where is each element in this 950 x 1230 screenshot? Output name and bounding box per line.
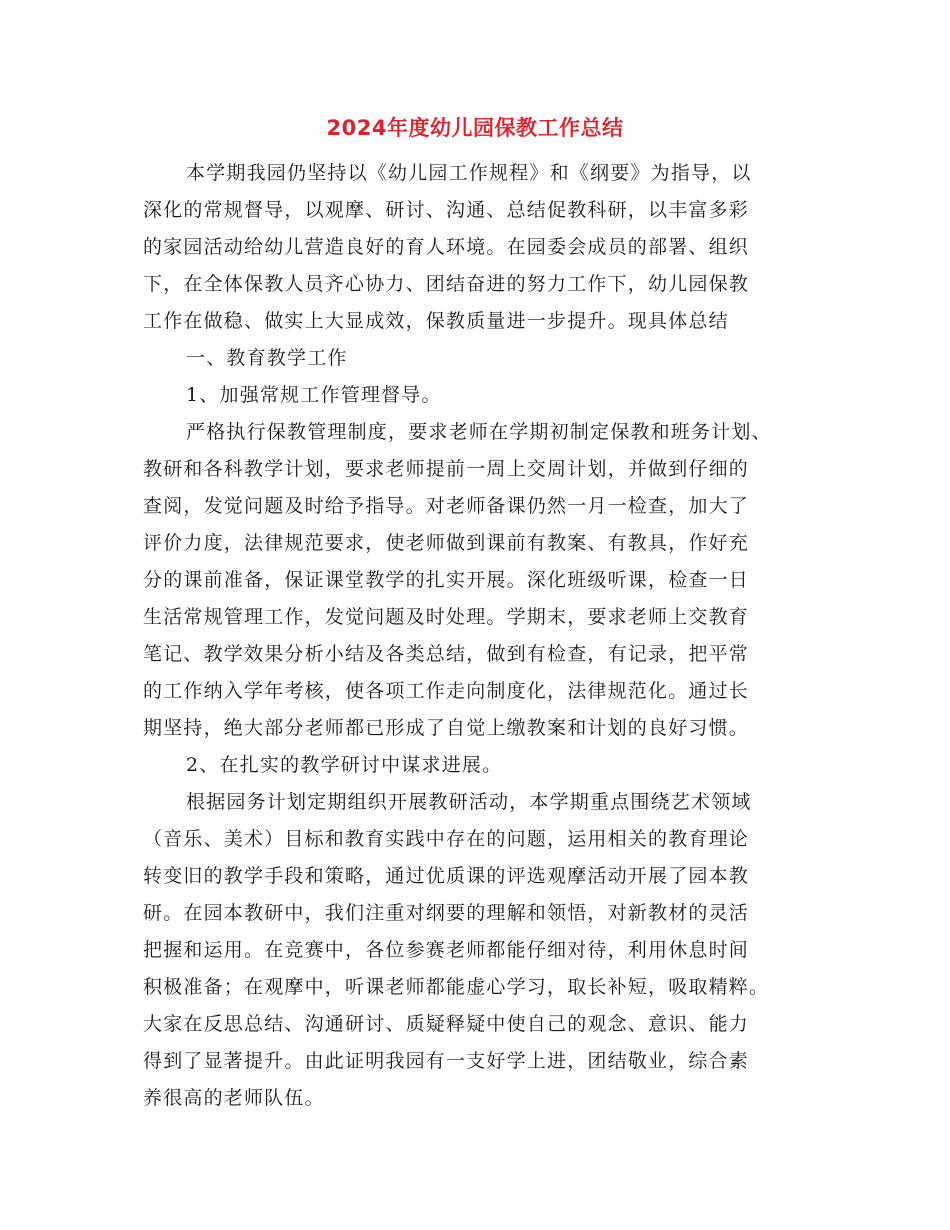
paragraph-line: 分的课前准备，保证课堂教学的扎实开展。深化班级听课，检查一日 <box>143 569 750 591</box>
paragraph-line: 生活常规管理工作，发觉问题及时处理。学期末，要求老师上交教育 <box>143 606 750 628</box>
paragraph-line: （音乐、美术）目标和教育实践中存在的问题，运用相关的教育理论 <box>143 828 750 850</box>
paragraph-line: 的工作纳入学年考核，使各项工作走向制度化，法律规范化。通过长 <box>143 680 750 702</box>
paragraph-line: 积极准备；在观摩中，听课老师都能虚心学习，取长补短，吸取精粹。 <box>143 976 770 998</box>
paragraph-line: 养很高的老师队伍。 <box>143 1087 325 1109</box>
paragraph-line: 期坚持，绝大部分老师都已形成了自觉上缴教案和计划的良好习惯。 <box>143 717 750 739</box>
paragraph-line: 下，在全体保教人员齐心协力、团结奋进的努力工作下，幼儿园保教 <box>143 273 750 295</box>
paragraph-line: 笔记、教学效果分析小结及各类总结，做到有检查，有记录，把平常 <box>143 643 750 665</box>
section-heading: 一、教育教学工作 <box>186 347 348 369</box>
paragraph-line: 本学期我园仍坚持以《幼儿园工作规程》和《纲要》为指导，以 <box>186 162 752 184</box>
paragraph-line: 得到了显著提升。由此证明我园有一支好学上进，团结敬业，综合素 <box>143 1050 750 1072</box>
paragraph-line: 转变旧的教学手段和策略，通过优质课的评选观摩活动开展了园本教 <box>143 865 750 887</box>
paragraph-line: 工作在做稳、做实上大显成效，保教质量进一步提升。现具体总结 <box>143 310 729 332</box>
paragraph-line: 把握和运用。在竞赛中，各位参赛老师都能仔细对待，利用休息时间 <box>143 939 750 961</box>
paragraph-line: 的家园活动给幼儿营造良好的育人环境。在园委会成员的部署、组织 <box>143 236 750 258</box>
paragraph-line: 根据园务计划定期组织开展教研活动，本学期重点围绕艺术领域 <box>186 791 752 813</box>
paragraph-line: 严格执行保教管理制度，要求老师在学期初制定保教和班务计划、 <box>186 421 772 443</box>
paragraph-line: 大家在反思总结、沟通研讨、质疑释疑中使自己的观念、意识、能力 <box>143 1013 750 1035</box>
subsection-heading: 2、在扎实的教学研讨中谋求进展。 <box>186 754 503 776</box>
document-title: 2024年度幼儿园保教工作总结 <box>326 116 624 140</box>
paragraph-line: 查阅，发觉问题及时给予指导。对老师备课仍然一月一检查，加大了 <box>143 495 750 517</box>
paragraph-line: 研。在园本教研中，我们注重对纲要的理解和领悟，对新教材的灵活 <box>143 902 750 924</box>
paragraph-line: 评价力度，法律规范要求，使老师做到课前有教案、有教具，作好充 <box>143 532 750 554</box>
paragraph-line: 教研和各科教学计划，要求老师提前一周上交周计划，并做到仔细的 <box>143 458 750 480</box>
subsection-heading: 1、加强常规工作管理督导。 <box>186 384 442 406</box>
paragraph-line: 深化的常规督导，以观摩、研讨、沟通、总结促教科研，以丰富多彩 <box>143 199 750 221</box>
